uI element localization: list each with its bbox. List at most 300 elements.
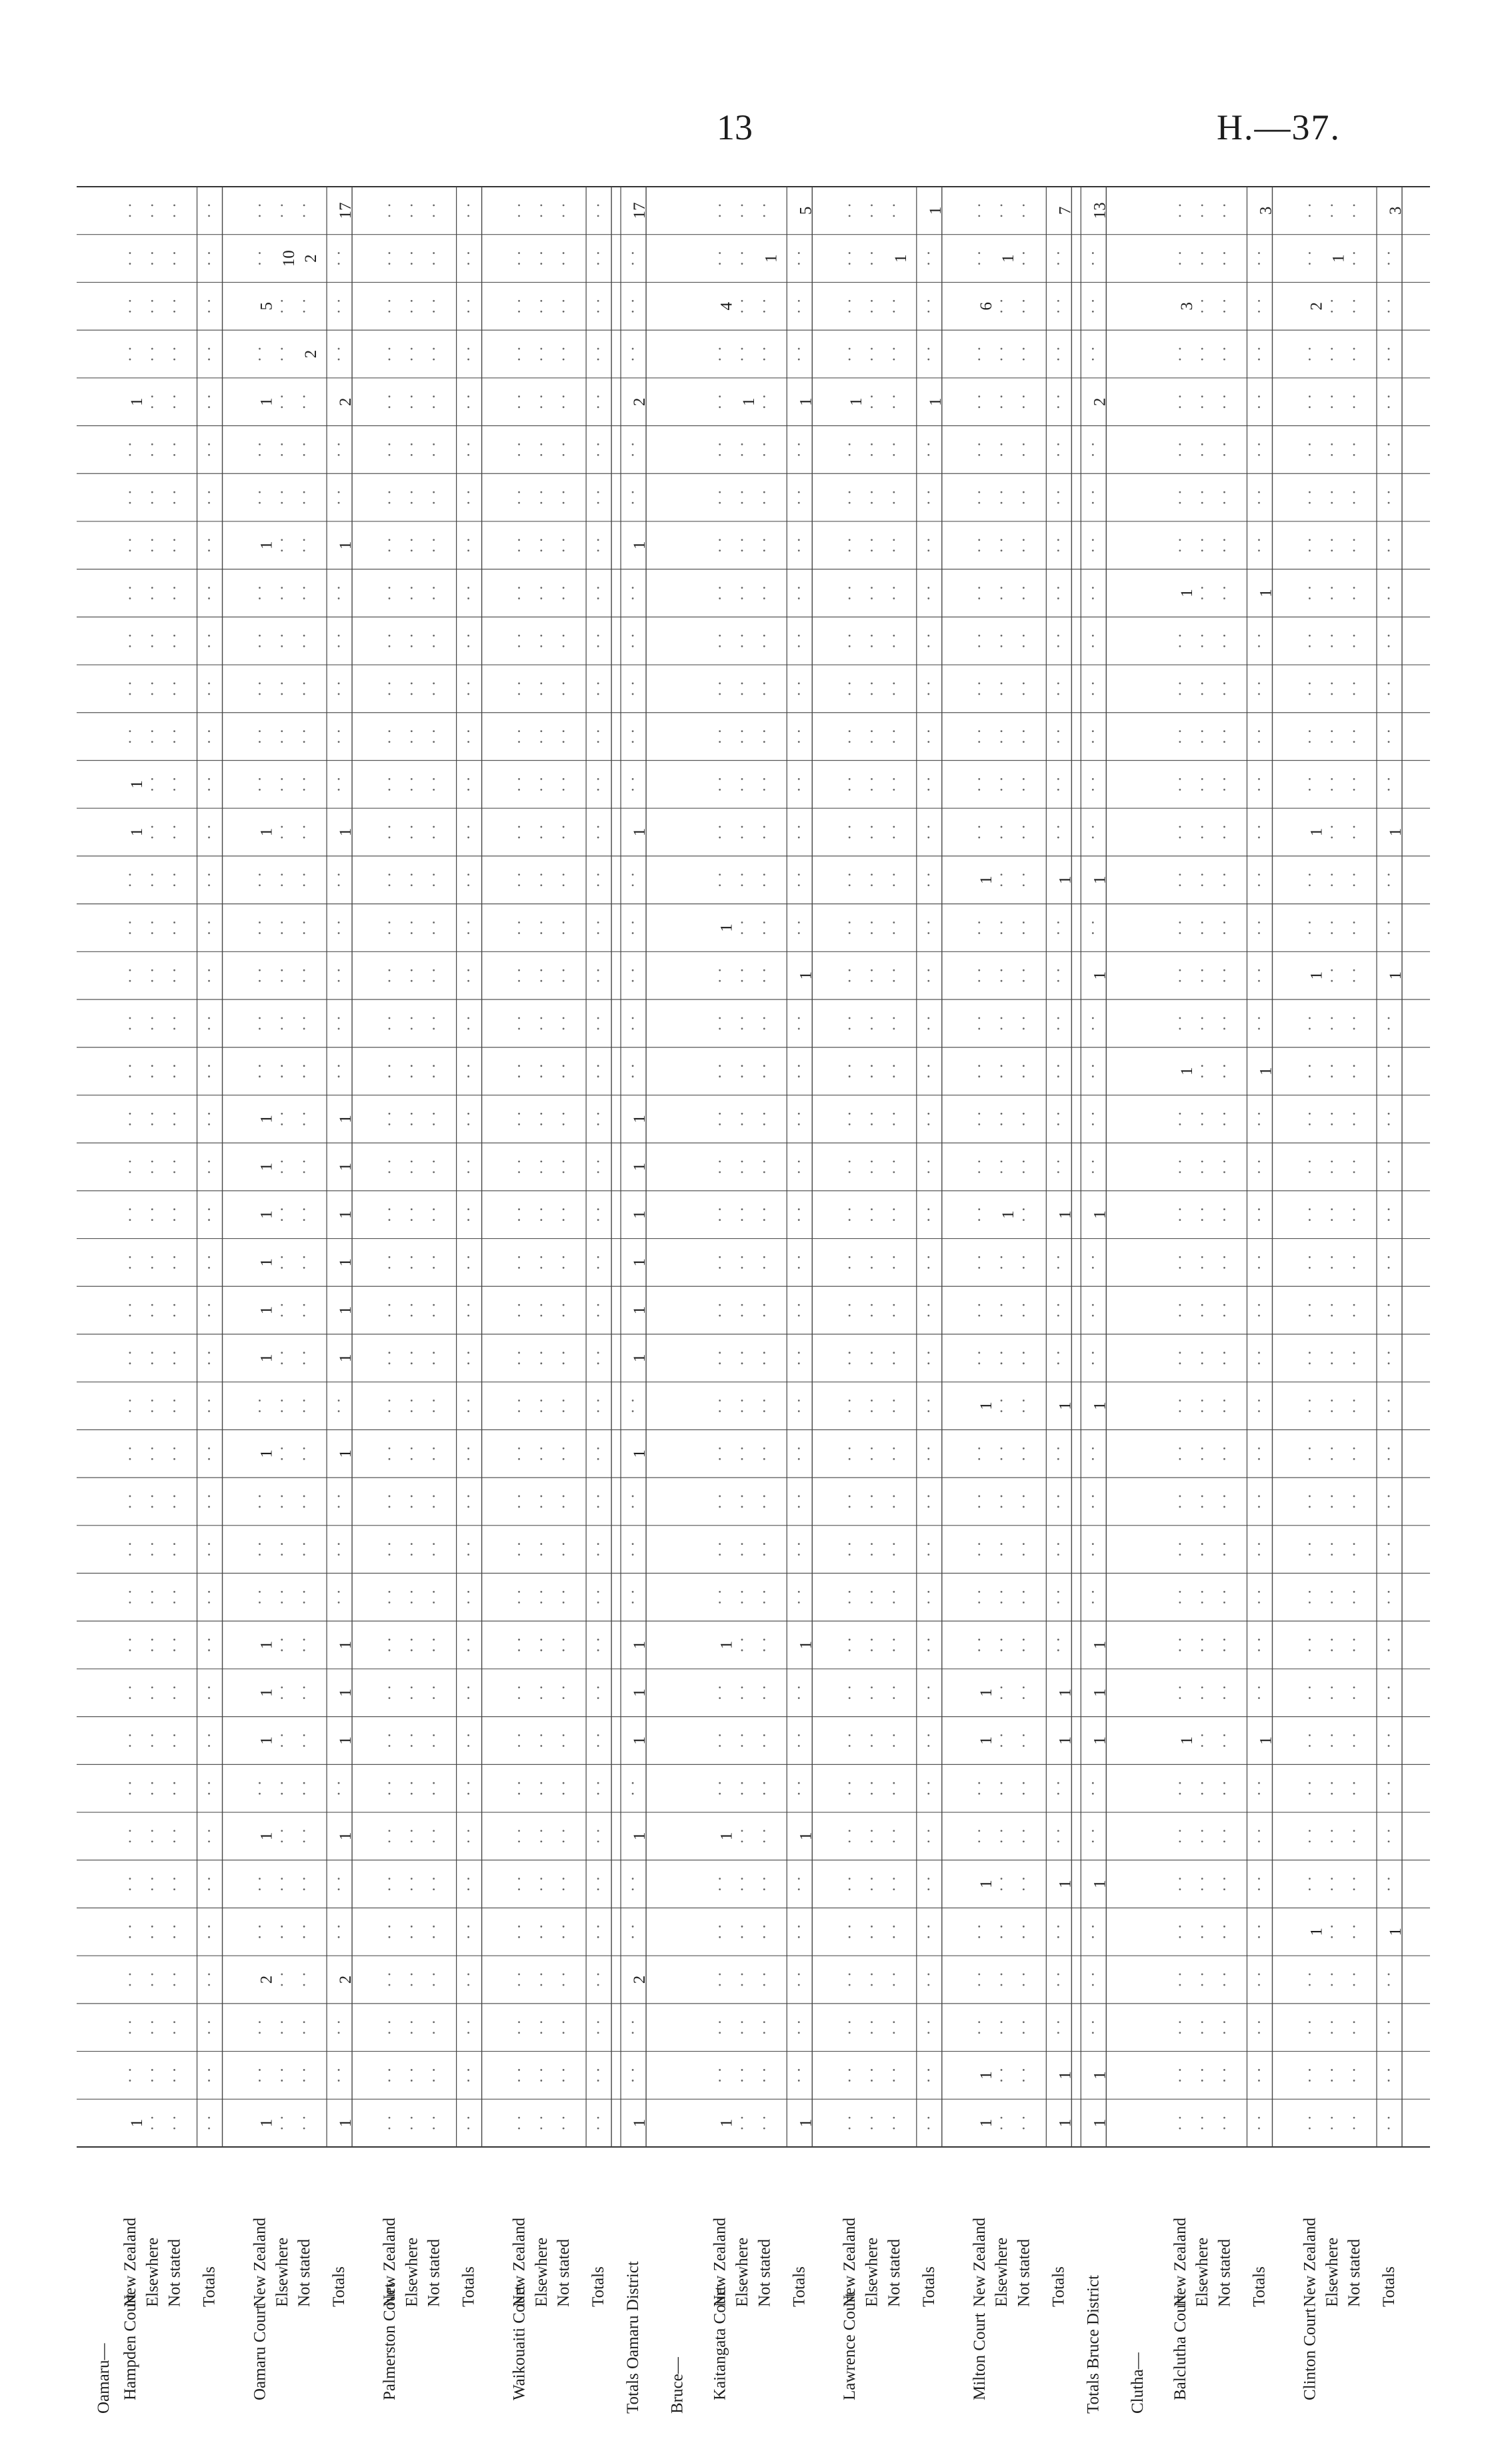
- dot-leader: [411, 789, 413, 791]
- table-cell: 1: [717, 2118, 736, 2128]
- dot-leader: [1331, 837, 1333, 839]
- dot-leader: [208, 683, 210, 685]
- dot-leader: [563, 1315, 565, 1317]
- dot-leader: [540, 263, 542, 265]
- dot-leader: [893, 2032, 895, 2034]
- dot-leader: [871, 1793, 873, 1795]
- dot-leader: [208, 645, 210, 647]
- dot-leader: [173, 693, 175, 695]
- dot-leader: [338, 645, 340, 647]
- table-cell: 1: [1056, 2071, 1075, 2080]
- dot-leader: [518, 1267, 520, 1269]
- dot-leader: [518, 597, 520, 599]
- dot-leader: [741, 1506, 743, 1508]
- dot-leader: [259, 1075, 261, 1077]
- dot-leader: [1201, 1400, 1203, 1402]
- dot-leader: [719, 2080, 721, 2082]
- table-cell: 1: [1091, 875, 1109, 885]
- dot-leader: [259, 884, 261, 886]
- dot-leader: [1001, 1888, 1003, 1890]
- table-cell: 17: [337, 202, 355, 219]
- dot-leader: [1353, 932, 1355, 934]
- dot-leader: [1001, 395, 1003, 397]
- table-cell: 1: [257, 1640, 276, 1650]
- dot-leader: [1023, 826, 1025, 828]
- dot-leader: [540, 348, 542, 350]
- dot-leader: [597, 1984, 599, 1986]
- dot-leader: [173, 1075, 175, 1077]
- dot-leader: [1309, 539, 1311, 541]
- dot-leader: [893, 1448, 895, 1450]
- dot-leader: [433, 1458, 435, 1460]
- dot-leader: [763, 443, 765, 445]
- dot-leader: [1353, 2032, 1355, 2034]
- dot-leader: [563, 1171, 565, 1173]
- dot-leader: [281, 730, 283, 732]
- dot-leader: [467, 778, 469, 780]
- dot-leader: [433, 1171, 435, 1173]
- row-label: Totals: [1380, 2266, 1399, 2307]
- dot-leader: [597, 1506, 599, 1508]
- dot-leader: [849, 980, 851, 982]
- dot-leader: [281, 778, 283, 780]
- dot-leader: [849, 1113, 851, 1115]
- dot-leader: [151, 1027, 153, 1029]
- dot-leader: [129, 1256, 131, 1258]
- dot-leader: [151, 1256, 153, 1258]
- dot-leader: [518, 1734, 520, 1736]
- dot-leader: [719, 1745, 721, 1747]
- dot-leader: [893, 693, 895, 695]
- dot-leader: [173, 2069, 175, 2071]
- dot-leader: [978, 1256, 980, 1258]
- dot-leader: [1201, 873, 1203, 875]
- dot-leader: [389, 1974, 391, 1976]
- dot-leader: [1001, 1878, 1003, 1880]
- dot-leader: [927, 635, 929, 637]
- dot-leader: [151, 406, 153, 408]
- dot-leader: [978, 1208, 980, 1210]
- dot-leader: [540, 741, 542, 743]
- dot-leader: [173, 873, 175, 875]
- dot-leader: [540, 587, 542, 589]
- dot-leader: [467, 1362, 469, 1364]
- dot-leader: [849, 1697, 851, 1699]
- dot-leader: [303, 683, 305, 685]
- dot-leader: [1001, 1745, 1003, 1747]
- dot-leader: [927, 252, 929, 254]
- dot-leader: [741, 1448, 743, 1450]
- dot-leader: [151, 683, 153, 685]
- dot-leader: [540, 1267, 542, 1269]
- dot-leader: [389, 1841, 391, 1843]
- dot-leader: [871, 1697, 873, 1699]
- dot-leader: [1258, 300, 1260, 302]
- dot-leader: [467, 789, 469, 791]
- dot-leader: [1001, 1926, 1003, 1928]
- dot-leader: [151, 1267, 153, 1269]
- dot-leader: [1388, 873, 1390, 875]
- dot-leader: [303, 1650, 305, 1652]
- dot-leader: [893, 1543, 895, 1545]
- dot-leader: [719, 1888, 721, 1890]
- dot-leader: [563, 837, 565, 839]
- dot-leader: [281, 1448, 283, 1450]
- dot-leader: [433, 1017, 435, 1019]
- table-cell: 1: [337, 541, 355, 550]
- dot-leader: [719, 1602, 721, 1604]
- dot-leader: [597, 932, 599, 934]
- dot-leader: [978, 587, 980, 589]
- dot-leader: [597, 1782, 599, 1784]
- dot-leader: [1092, 348, 1094, 350]
- dot-leader: [798, 789, 800, 791]
- dot-leader: [1353, 1554, 1355, 1556]
- dot-leader: [151, 1984, 153, 1986]
- dot-leader: [1201, 2080, 1203, 2082]
- dot-leader: [1223, 2069, 1225, 2071]
- dot-leader: [1201, 730, 1203, 732]
- dot-leader: [1258, 730, 1260, 732]
- dot-leader: [1309, 2021, 1311, 2023]
- dot-leader: [173, 1888, 175, 1890]
- dot-leader: [411, 1506, 413, 1508]
- dot-leader: [1331, 1782, 1333, 1784]
- dot-leader: [1001, 1315, 1003, 1317]
- dot-leader: [632, 635, 634, 637]
- dot-leader: [1309, 252, 1311, 254]
- dot-leader: [303, 1506, 305, 1508]
- dot-leader: [518, 1400, 520, 1402]
- dot-leader: [763, 1650, 765, 1652]
- dot-leader: [518, 443, 520, 445]
- dot-leader: [540, 1639, 542, 1641]
- dot-leader: [1023, 1936, 1025, 1938]
- dot-leader: [281, 204, 283, 206]
- table-cell: 1: [337, 1306, 355, 1315]
- dot-leader: [893, 2021, 895, 2023]
- dot-leader: [1201, 1734, 1203, 1736]
- dot-leader: [798, 1506, 800, 1508]
- dot-leader: [741, 2128, 743, 2130]
- dot-leader: [411, 2080, 413, 2082]
- dot-leader: [978, 1496, 980, 1498]
- dot-leader: [741, 980, 743, 982]
- dot-leader: [433, 1793, 435, 1795]
- dot-leader: [849, 2128, 851, 2130]
- dot-leader: [1258, 1506, 1260, 1508]
- dot-leader: [208, 1974, 210, 1976]
- dot-leader: [208, 1219, 210, 1221]
- dot-leader: [763, 1591, 765, 1593]
- dot-leader: [563, 1697, 565, 1699]
- dot-leader: [338, 969, 340, 971]
- dot-leader: [798, 873, 800, 875]
- dot-leader: [1201, 1208, 1203, 1210]
- dot-leader: [1179, 1888, 1181, 1890]
- dot-leader: [1353, 1543, 1355, 1545]
- dot-leader: [632, 2032, 634, 2034]
- dot-leader: [1023, 1697, 1025, 1699]
- dot-leader: [849, 1650, 851, 1652]
- dot-leader: [1201, 2117, 1203, 2119]
- dot-leader: [763, 1506, 765, 1508]
- dot-leader: [338, 741, 340, 743]
- dot-leader: [632, 741, 634, 743]
- dot-leader: [1353, 348, 1355, 350]
- dot-leader: [1201, 741, 1203, 743]
- table-cell: 2: [257, 1975, 276, 1984]
- dot-leader: [632, 1506, 634, 1508]
- dot-leader: [741, 1639, 743, 1641]
- dot-leader: [208, 597, 210, 599]
- dot-leader: [1223, 1113, 1225, 1115]
- dot-leader: [798, 932, 800, 934]
- court-label: Hampden Court: [121, 2293, 139, 2400]
- dot-leader: [763, 1113, 765, 1115]
- dot-leader: [1023, 2032, 1025, 2034]
- dot-leader: [1223, 2080, 1225, 2082]
- dot-leader: [1023, 1496, 1025, 1498]
- dot-leader: [467, 1267, 469, 1269]
- dot-leader: [719, 778, 721, 780]
- table-cell: 1: [337, 1736, 355, 1745]
- dot-leader: [927, 1984, 929, 1986]
- dot-leader: [467, 1410, 469, 1412]
- table-cell: 1: [257, 827, 276, 837]
- dot-leader: [1092, 1017, 1094, 1019]
- dot-leader: [1179, 1304, 1181, 1306]
- dot-leader: [1309, 778, 1311, 780]
- dot-leader: [129, 587, 131, 589]
- dot-leader: [1258, 1352, 1260, 1354]
- dot-leader: [1179, 1208, 1181, 1210]
- dot-leader: [433, 1113, 435, 1115]
- dot-leader: [719, 502, 721, 504]
- dot-leader: [893, 1697, 895, 1699]
- dot-leader: [151, 645, 153, 647]
- dot-leader: [467, 406, 469, 408]
- dot-leader: [411, 1841, 413, 1843]
- dot-leader: [893, 1974, 895, 1976]
- dot-leader: [1023, 359, 1025, 361]
- dot-leader: [1223, 252, 1225, 254]
- dot-leader: [893, 1075, 895, 1077]
- dot-leader: [540, 645, 542, 647]
- dot-leader: [871, 1410, 873, 1412]
- dot-leader: [281, 1352, 283, 1354]
- dot-leader: [978, 789, 980, 791]
- dot-leader: [433, 2021, 435, 2023]
- dot-leader: [518, 2117, 520, 2119]
- dot-leader: [151, 789, 153, 791]
- dot-leader: [1092, 730, 1094, 732]
- dot-leader: [1057, 1123, 1059, 1125]
- dot-leader: [1331, 491, 1333, 493]
- dot-leader: [281, 406, 283, 408]
- dot-leader: [129, 1591, 131, 1593]
- table-cell: 1: [337, 1640, 355, 1650]
- dot-leader: [563, 1065, 565, 1067]
- dot-leader: [303, 1075, 305, 1077]
- dot-leader: [1023, 395, 1025, 397]
- dot-leader: [563, 454, 565, 456]
- dot-leader: [1223, 1171, 1225, 1173]
- dot-leader: [433, 1936, 435, 1938]
- dot-leader: [411, 597, 413, 599]
- dot-leader: [433, 454, 435, 456]
- dot-leader: [173, 1591, 175, 1593]
- dot-leader: [518, 1878, 520, 1880]
- dot-leader: [540, 1841, 542, 1843]
- dot-leader: [927, 2069, 929, 2071]
- dot-leader: [1388, 454, 1390, 456]
- dot-leader: [540, 1888, 542, 1890]
- dot-leader: [129, 1936, 131, 1938]
- dot-leader: [1001, 1543, 1003, 1545]
- dot-leader: [129, 549, 131, 551]
- dot-leader: [411, 1267, 413, 1269]
- dot-leader: [303, 1639, 305, 1641]
- dot-leader: [467, 597, 469, 599]
- dot-leader: [1179, 406, 1181, 408]
- dot-leader: [281, 789, 283, 791]
- dot-leader: [927, 1075, 929, 1077]
- court-label: Clinton Court: [1301, 2308, 1319, 2400]
- dot-leader: [763, 539, 765, 541]
- dot-leader: [597, 311, 599, 313]
- dot-leader: [1331, 1304, 1333, 1306]
- dot-leader: [1001, 1591, 1003, 1593]
- dot-leader: [893, 1113, 895, 1115]
- dot-leader: [540, 1734, 542, 1736]
- dot-leader: [433, 1352, 435, 1354]
- dot-leader: [259, 1936, 261, 1938]
- dot-leader: [1023, 1974, 1025, 1976]
- dot-leader: [303, 300, 305, 302]
- dot-leader: [540, 2117, 542, 2119]
- dot-leader: [927, 969, 929, 971]
- dot-leader: [338, 454, 340, 456]
- dot-leader: [1331, 1496, 1333, 1498]
- dot-leader: [798, 502, 800, 504]
- dot-leader: [411, 1410, 413, 1412]
- dot-leader: [1309, 1267, 1311, 1269]
- dot-leader: [978, 1841, 980, 1843]
- dot-leader: [338, 252, 340, 254]
- row-label: Elsewhere: [273, 2237, 291, 2307]
- dot-leader: [1309, 1591, 1311, 1593]
- dot-leader: [1092, 1984, 1094, 1986]
- dot-leader: [1001, 1161, 1003, 1163]
- table-cell: 1: [257, 1736, 276, 1745]
- dot-leader: [411, 1686, 413, 1688]
- dot-leader: [798, 1400, 800, 1402]
- dot-leader: [1201, 406, 1203, 408]
- dot-leader: [978, 204, 980, 206]
- dot-leader: [518, 1506, 520, 1508]
- dot-leader: [1223, 1496, 1225, 1498]
- dot-leader: [518, 884, 520, 886]
- dot-leader: [1001, 730, 1003, 732]
- page-number: 13: [717, 107, 753, 147]
- dot-leader: [1201, 837, 1203, 839]
- dot-leader: [433, 778, 435, 780]
- dot-leader: [719, 1410, 721, 1412]
- dot-leader: [1179, 921, 1181, 923]
- dot-leader: [632, 587, 634, 589]
- dot-leader: [411, 1591, 413, 1593]
- dot-leader: [1388, 1315, 1390, 1317]
- dot-leader: [151, 1841, 153, 1843]
- dot-leader: [129, 348, 131, 350]
- dot-leader: [1201, 1256, 1203, 1258]
- dot-leader: [1388, 741, 1390, 743]
- dot-leader: [338, 778, 340, 780]
- dot-leader: [632, 1591, 634, 1593]
- dot-leader: [1309, 406, 1311, 408]
- dot-leader: [798, 1686, 800, 1688]
- dot-leader: [1201, 1171, 1203, 1173]
- table-cell: 1: [1056, 1880, 1075, 1888]
- dot-leader: [467, 645, 469, 647]
- dot-leader: [173, 1782, 175, 1784]
- dot-leader: [1001, 454, 1003, 456]
- dot-leader: [1023, 1878, 1025, 1880]
- dot-leader: [741, 204, 743, 206]
- dot-leader: [389, 683, 391, 685]
- dot-leader: [1057, 1027, 1059, 1029]
- dot-leader: [303, 215, 305, 217]
- dot-leader: [1353, 1926, 1355, 1928]
- dot-leader: [281, 1256, 283, 1258]
- dot-leader: [798, 539, 800, 541]
- dot-leader: [798, 1936, 800, 1938]
- dot-leader: [1201, 1936, 1203, 1938]
- dot-leader: [151, 1639, 153, 1641]
- dot-leader: [208, 741, 210, 743]
- dot-leader: [597, 1878, 599, 1880]
- dot-leader: [1092, 1936, 1094, 1938]
- dot-leader: [389, 1734, 391, 1736]
- dot-leader: [719, 2069, 721, 2071]
- dot-leader: [540, 683, 542, 685]
- dot-leader: [208, 1171, 210, 1173]
- dot-leader: [540, 873, 542, 875]
- dot-leader: [1023, 1352, 1025, 1354]
- dot-leader: [467, 1782, 469, 1784]
- dot-leader: [893, 1161, 895, 1163]
- dot-leader: [1331, 443, 1333, 445]
- dot-leader: [433, 826, 435, 828]
- dot-leader: [411, 348, 413, 350]
- dot-leader: [389, 1878, 391, 1880]
- dot-leader: [1388, 1650, 1390, 1652]
- dot-leader: [1092, 1113, 1094, 1115]
- dot-leader: [1001, 502, 1003, 504]
- dot-leader: [1057, 1782, 1059, 1784]
- dot-leader: [467, 204, 469, 206]
- dot-leader: [1179, 1362, 1181, 1364]
- dot-leader: [1331, 2128, 1333, 2130]
- table-cell: 1: [631, 1115, 649, 1123]
- dot-leader: [338, 1602, 340, 1604]
- dot-leader: [1331, 502, 1333, 504]
- dot-leader: [1223, 826, 1225, 828]
- dot-leader: [1353, 1304, 1355, 1306]
- dot-leader: [597, 1304, 599, 1306]
- dot-leader: [1201, 645, 1203, 647]
